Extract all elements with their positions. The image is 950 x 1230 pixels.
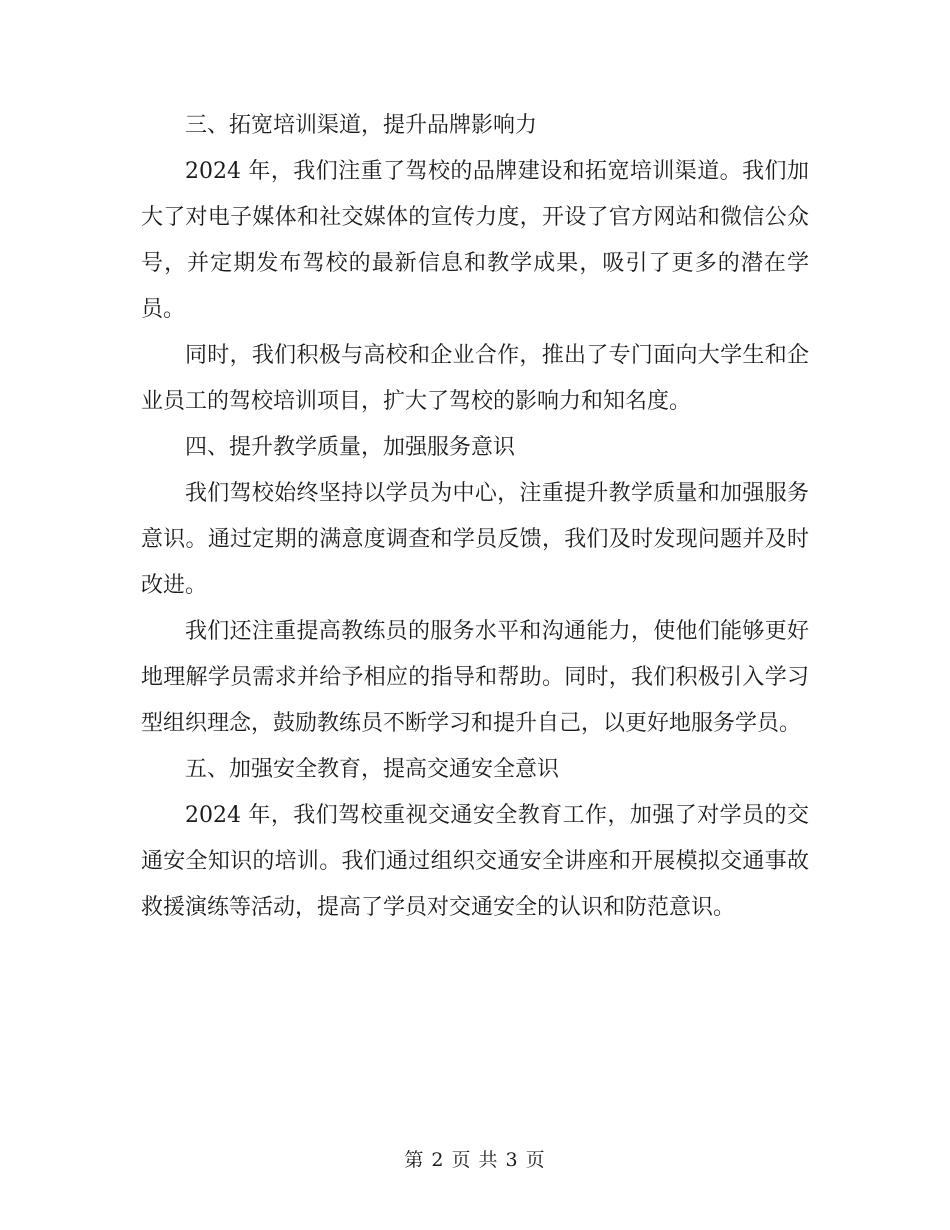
paragraph: 2024 年，我们注重了驾校的品牌建设和拓宽培训渠道。我们加大了对电子媒体和社交媒体的宣传力度，开设了官方网站和微信公众号，并定期发布驾校的最新信息和教学成果，吸引了更多的潜在学员。 [141,159,809,322]
document-body [141,103,809,931]
paragraph: 同时，我们积极与高校和企业合作，推出了专门面向大学生和企业员工的驾校培训项目，扩大了驾校的影响力和知名度。 [141,343,809,414]
section-heading-3: 三、拓宽培训渠道，提升品牌影响力 [185,113,538,138]
section-heading-4: 四、提升教学质量，加强服务意识 [185,435,516,460]
paragraph: 我们驾校始终坚持以学员为中心，注重提升教学质量和加强服务意识。通过定期的满意度调查和学员反馈，我们及时发现问题并及时改进。 [141,481,809,598]
paragraph: 我们还注重提高教练员的服务水平和沟通能力，使他们能够更好地理解学员需求并给予相应的指导和帮助。同时，我们积极引入学习型组织理念，鼓励教练员不断学习和提升自己，以更好地服务学员。 [141,619,809,736]
paragraph: 2024 年，我们驾校重视交通安全教育工作，加强了对学员的交通安全知识的培训。我们通过组织交通安全讲座和开展模拟交通事故救援演练等活动，提高了学员对交通安全的认识和防范意识。 [141,803,809,920]
page-number-footer: 第 2 页 共 3 页 [404,1149,546,1171]
section-heading-5: 五、加强安全教育，提高交通安全意识 [185,757,560,782]
